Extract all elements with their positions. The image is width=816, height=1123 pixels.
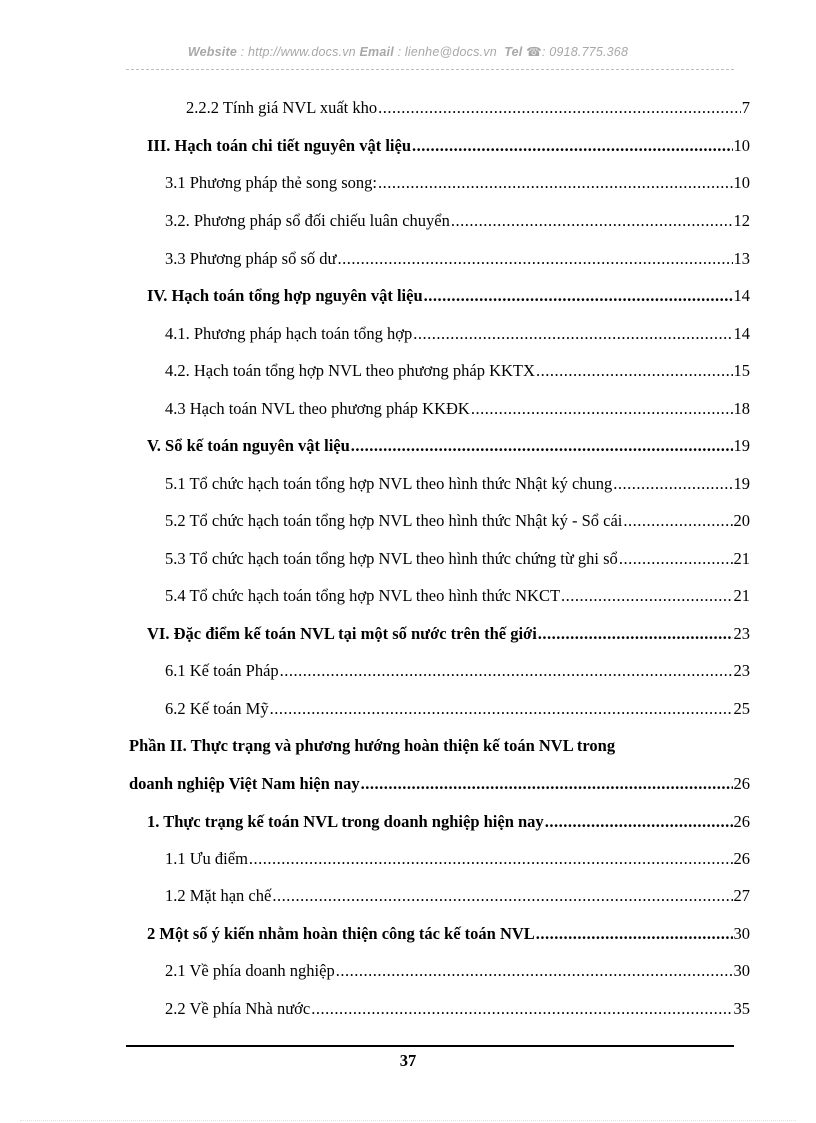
toc-entry-page: 13 <box>733 249 750 268</box>
toc-entry[interactable] <box>129 774 750 794</box>
toc-leader <box>536 924 733 944</box>
header-divider <box>126 69 734 70</box>
toc-entry-title: 4.3 Hạch toán NVL theo phương pháp KKĐK <box>165 399 470 418</box>
toc-entry[interactable] <box>165 511 750 531</box>
toc-leader <box>337 249 732 269</box>
footer-divider <box>126 1045 734 1047</box>
toc-entry[interactable] <box>165 699 750 719</box>
toc-entry-title: 2.1 Về phía doanh nghiệp <box>165 961 335 980</box>
website-label: Website <box>187 45 237 59</box>
toc-leader <box>538 624 733 644</box>
toc-entry-title: 1.2 Mặt hạn chế <box>165 886 272 905</box>
toc-entry-page: 26 <box>733 849 750 868</box>
toc-entry-title: IV. Hạch toán tổng hợp nguyên vật liệu <box>147 286 423 305</box>
toc-leader <box>471 399 733 419</box>
toc-entry[interactable] <box>147 624 750 644</box>
toc-entry-title: 3.2. Phương pháp sổ đối chiếu luân chuyển <box>165 211 450 230</box>
toc-entry-page: 21 <box>733 586 750 605</box>
toc-entry[interactable] <box>165 999 750 1019</box>
toc-entry-title: 5.3 Tổ chức hạch toán tổng hợp NVL theo hình thức chứng từ ghi sổ <box>165 549 618 568</box>
phone-icon: ☎ <box>526 45 542 59</box>
toc-entry-title: 2.2 Về phía Nhà nước <box>165 999 311 1018</box>
toc-entry[interactable] <box>165 661 750 681</box>
toc-entry[interactable] <box>165 849 750 869</box>
toc-leader <box>351 436 733 456</box>
toc-entry[interactable] <box>165 886 750 906</box>
toc-entry-page: 14 <box>733 324 750 343</box>
toc-entry-page: 19 <box>733 474 750 493</box>
toc-leader <box>613 474 732 494</box>
toc-leader <box>361 774 733 794</box>
email-sep: : <box>397 45 405 59</box>
toc-entry-page: 35 <box>733 999 750 1018</box>
toc-entry[interactable] <box>165 399 750 419</box>
email-value[interactable]: lienhe@docs.vn <box>404 45 497 59</box>
page-edge <box>20 1120 796 1121</box>
toc-entry[interactable] <box>147 286 750 306</box>
toc-entry-page: 23 <box>733 661 750 680</box>
toc-entry-title: 6.2 Kế toán Mỹ <box>165 699 269 718</box>
toc-entry[interactable] <box>165 211 750 231</box>
toc-entry-title: VI. Đặc điểm kế toán NVL tại một số nước trên thế giới <box>147 624 537 643</box>
toc-leader <box>311 999 732 1019</box>
toc-leader <box>272 886 732 906</box>
toc-leader <box>536 361 733 381</box>
toc-entry-page: 21 <box>733 549 750 568</box>
toc-entry-title: doanh nghiệp Việt Nam hiện nay <box>129 774 360 793</box>
toc-entry-page: 30 <box>733 924 750 943</box>
tel-value: : 0918.775.368 <box>541 45 629 59</box>
toc-entry[interactable] <box>165 474 750 494</box>
toc-entry-page: 12 <box>733 211 750 230</box>
toc-leader <box>249 849 733 869</box>
toc-entry[interactable] <box>147 812 750 832</box>
page-header <box>0 44 816 59</box>
toc-leader <box>619 549 733 569</box>
toc-entry-page: 18 <box>733 399 750 418</box>
toc-entry-page: 14 <box>733 286 750 305</box>
toc-entry-title: III. Hạch toán chi tiết nguyên vật liệu <box>147 136 412 155</box>
toc-entry[interactable] <box>165 361 750 381</box>
toc-entry-title: 3.3 Phương pháp sổ số dư <box>165 249 337 268</box>
toc-entry[interactable] <box>165 249 750 269</box>
toc-entry-title: 3.1 Phương pháp thẻ song song: <box>165 173 378 192</box>
toc-entry[interactable] <box>165 173 750 193</box>
toc-leader <box>378 98 741 118</box>
email-label: Email <box>359 45 394 59</box>
toc-leader <box>561 586 732 606</box>
toc-entry[interactable] <box>147 436 750 456</box>
toc-entry-title: 4.1. Phương pháp hạch toán tổng hợp <box>165 324 413 343</box>
toc-entry-page: 26 <box>733 812 750 831</box>
toc-leader <box>545 812 733 832</box>
toc-entry-title: 2.2.2 Tính giá NVL xuất kho <box>186 98 378 117</box>
toc-entry-page: 10 <box>733 173 750 192</box>
toc-entry[interactable] <box>147 136 750 156</box>
toc-entry-page: 26 <box>733 774 750 793</box>
toc-leader <box>451 211 733 231</box>
toc-leader <box>280 661 733 681</box>
toc-entry[interactable] <box>165 961 750 981</box>
toc-entry-page: 20 <box>733 511 750 530</box>
toc-entry-title: 1. Thực trạng kế toán NVL trong doanh nghiệp hiện nay <box>147 812 544 831</box>
toc-entry-page: 27 <box>733 886 750 905</box>
toc-leader <box>378 173 732 193</box>
toc-entry-page: 23 <box>733 624 750 643</box>
toc-leader <box>270 699 733 719</box>
toc-entry-page: 19 <box>733 436 750 455</box>
toc-entry-title: V. Sổ kế toán nguyên vật liệu <box>147 436 350 455</box>
toc-entry-title: 1.1 Ưu điểm <box>165 849 248 868</box>
toc-entry-title: 4.2. Hạch toán tổng hợp NVL theo phương pháp KKTX <box>165 361 535 380</box>
toc-entry[interactable] <box>165 324 750 344</box>
toc-entry-page: 7 <box>741 98 750 117</box>
toc-entry-title: 2 Một số ý kiến nhằm hoàn thiện công tác kế toán NVL <box>147 924 535 943</box>
toc-entry-title: 5.2 Tổ chức hạch toán tổng hợp NVL theo hình thức Nhật ký - Sổ cái <box>165 511 623 530</box>
toc-leader <box>424 286 733 306</box>
toc-leader <box>413 324 732 344</box>
toc-leader <box>412 136 732 156</box>
toc-entry[interactable] <box>186 98 750 118</box>
toc-leader <box>336 961 733 981</box>
website-url[interactable]: http://www.docs.vn <box>248 45 356 59</box>
toc-leader <box>623 511 732 531</box>
toc-entry-page: 30 <box>733 961 750 980</box>
toc-entry[interactable] <box>165 586 750 606</box>
website-sep: : <box>236 45 249 59</box>
toc-entry-page: 10 <box>733 136 750 155</box>
toc-entry[interactable] <box>165 549 750 569</box>
toc-entry-title: 5.4 Tổ chức hạch toán tổng hợp NVL theo hình thức NKCT <box>165 586 561 605</box>
toc-entry-page: 25 <box>733 699 750 718</box>
toc-part-heading[interactable]: Phần II. Thực trạng và phương hướng hoàn thiện kế toán NVL trong <box>129 736 616 755</box>
toc-entry-title: 5.1 Tổ chức hạch toán tổng hợp NVL theo hình thức Nhật ký chung <box>165 474 613 493</box>
tel-label: Tel <box>504 45 523 59</box>
page-number: 37 <box>399 1051 417 1070</box>
toc-entry-page: 15 <box>733 361 750 380</box>
toc-entry[interactable] <box>147 924 750 944</box>
toc-entry-title: 6.1 Kế toán Pháp <box>165 661 279 680</box>
